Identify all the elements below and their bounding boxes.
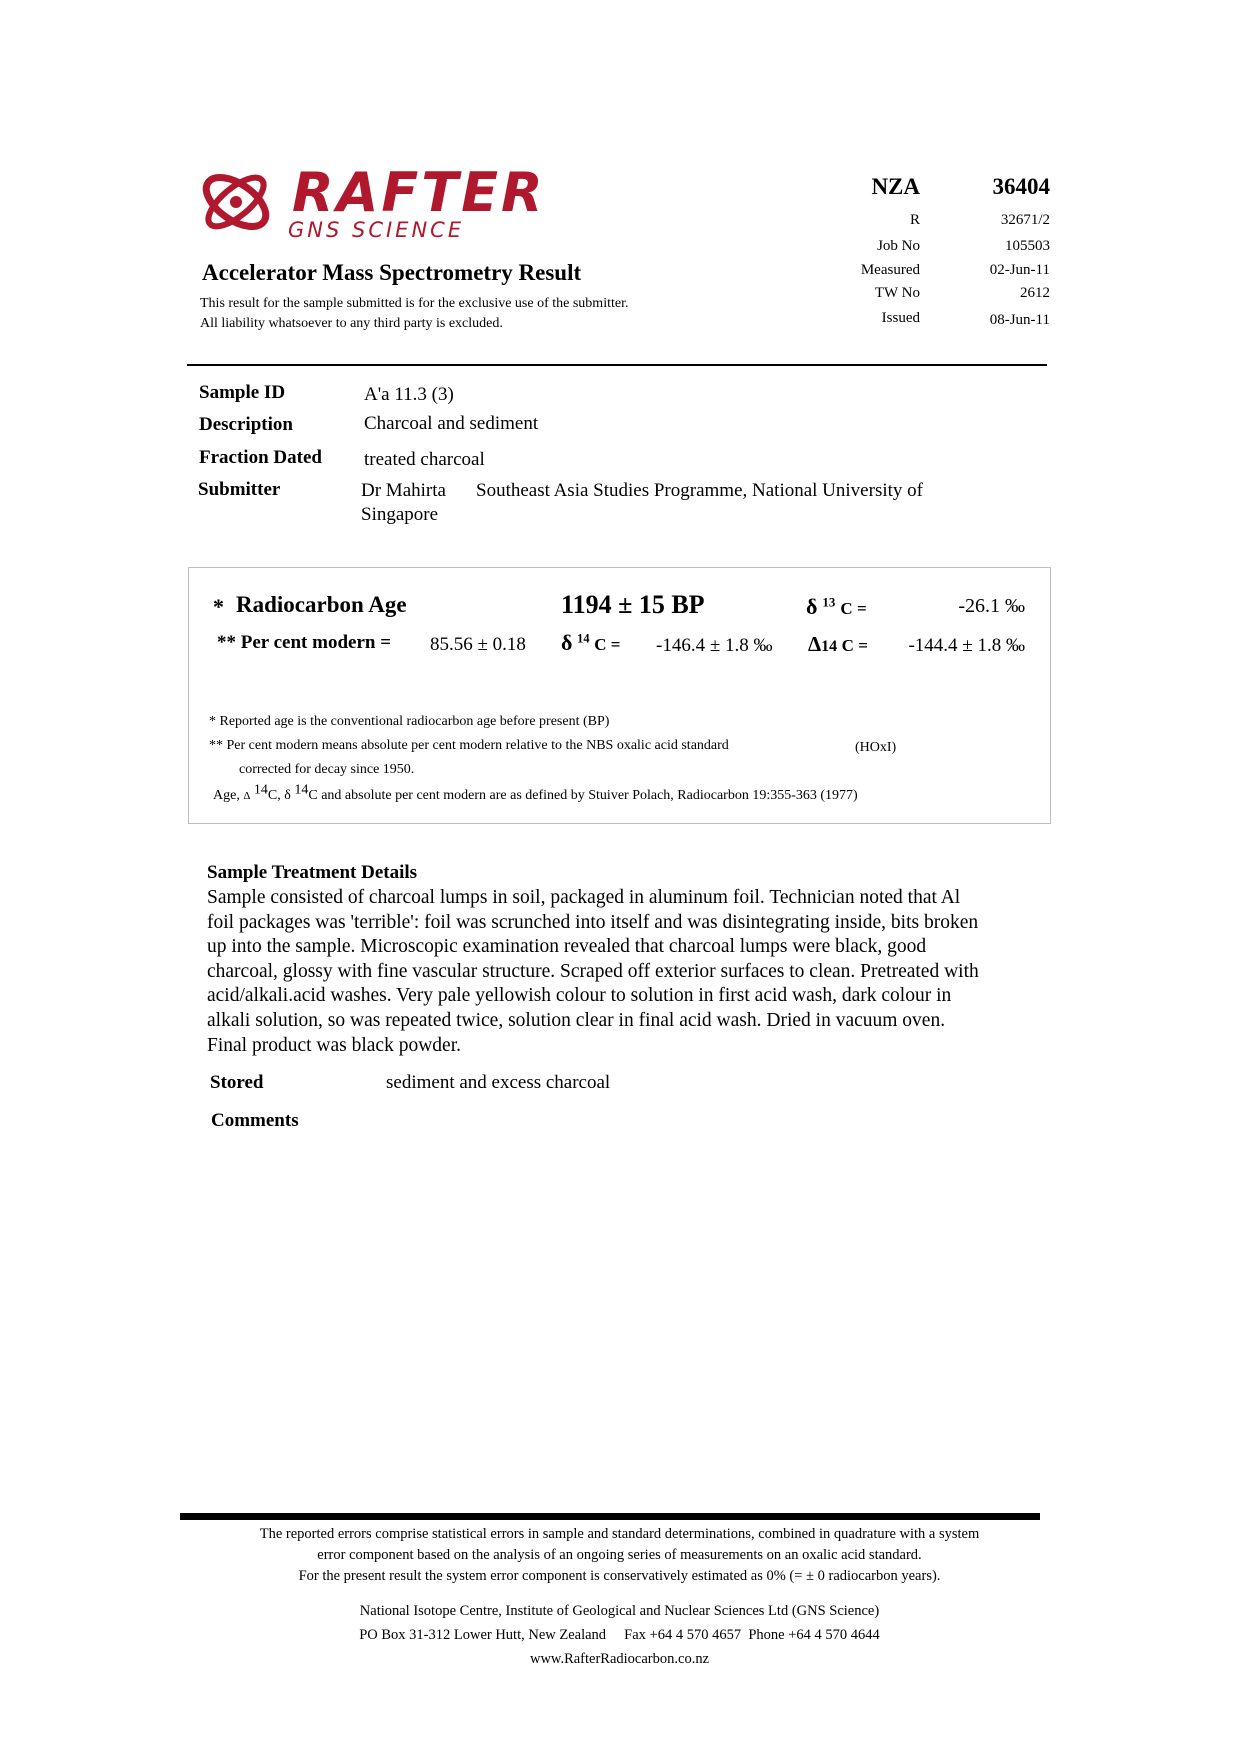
note-4-c: C, — [267, 788, 281, 803]
note-4-rest: C and absolute per cent modern are as defined by Stuiver Polach, Radiocarbon 19:355-363 (1977) — [308, 788, 858, 803]
note-3: corrected for decay since 1950. — [239, 762, 415, 777]
D14c-num: 14 — [821, 638, 838, 655]
stored-label: Stored — [210, 1072, 264, 1093]
submitter-org: Southeast Asia Studies Programme, National University of — [476, 480, 923, 501]
treatment-line: alkali solution, so was repeated twice, solution clear in final acid wash. Dried in vacuum oven. — [207, 1009, 946, 1031]
d14c-sup: 14 — [577, 631, 590, 646]
logo-wordmark: RAFTER — [292, 161, 546, 224]
r-label: R — [909, 212, 920, 228]
treatment-line: foil packages was 'terrible': foil was scrunched into itself and was disintegrating inside, bits broken — [207, 911, 979, 933]
d14c-value: -146.4 ± 1.8 ‰ — [656, 635, 773, 656]
age-value: 1194 ± 15 BP — [561, 590, 705, 619]
delta-icon: δ — [284, 788, 291, 803]
treatment-line: up into the sample. Microscopic examination revealed that charcoal lumps were black, good — [207, 936, 927, 958]
treatment-line: charcoal, glossy with fine vascular structure. Scraped off exterior surfaces to clean. Pretreated with — [207, 960, 979, 982]
pcm-value: 85.56 ± 0.18 — [430, 634, 526, 655]
description-label: Description — [199, 414, 293, 435]
logo-subtitle: GNS SCIENCE — [288, 218, 465, 242]
tw-value: 2612 — [1020, 285, 1050, 301]
nza-label: NZA — [871, 174, 920, 199]
footer-line-1: The reported errors comprise statistical errors in sample and standard determinations, combined in quadrature with a system — [259, 1526, 980, 1542]
note-1: * Reported age is the conventional radiocarbon age before present (BP) — [209, 714, 610, 729]
fraction-value: treated charcoal — [364, 449, 485, 470]
delta-icon: δ — [561, 630, 573, 655]
description-value: Charcoal and sediment — [364, 413, 539, 434]
submitter-label: Submitter — [198, 479, 281, 500]
footer-address-1: National Isotope Centre, Institute of Geological and Nuclear Sciences Ltd (GNS Science) — [359, 1603, 880, 1619]
footer-line-2: error component based on the analysis of an ongoing series of measurements on an oxalic acid standard. — [317, 1547, 922, 1563]
footer-divider — [180, 1513, 1040, 1520]
r-value: 32671/2 — [1000, 212, 1050, 228]
d14c-label: C = — [594, 635, 621, 654]
treatment-line: acid/alkali.acid washes. Very pale yellowish colour to solution in first acid wash, dark colour in — [207, 985, 952, 1007]
submitter-name: Dr Mahirta — [361, 480, 446, 501]
tw-label: TW No — [874, 285, 920, 301]
issued-value: 08-Jun-11 — [989, 312, 1050, 328]
issued-label: Issued — [881, 310, 920, 326]
note-4-prefix: Age, — [213, 788, 240, 803]
page-title: Accelerator Mass Spectrometry Result — [202, 260, 582, 285]
job-value: 105503 — [1005, 238, 1050, 254]
nza-value: 36404 — [992, 174, 1050, 199]
pcm-label: ** Per cent modern = — [217, 632, 392, 653]
measured-label: Measured — [860, 262, 920, 278]
age-label: Radiocarbon Age — [236, 592, 407, 617]
d13c-value: -26.1 ‰ — [958, 595, 1025, 617]
d13c-group — [806, 594, 867, 620]
treatment-line: Final product was black powder. — [207, 1034, 461, 1056]
d14c-group — [561, 630, 620, 656]
header-divider — [187, 364, 1047, 366]
measured-value: 02-Jun-11 — [989, 262, 1050, 278]
submitter-org-cont: Singapore — [361, 504, 439, 525]
capital-delta-icon: Δ — [808, 632, 822, 656]
D14c-group — [808, 632, 868, 657]
comments-label: Comments — [211, 1110, 299, 1131]
job-label: Job No — [877, 238, 920, 254]
footer-website[interactable]: www.RafterRadiocarbon.co.nz — [529, 1651, 710, 1667]
delta-icon: Δ — [243, 790, 251, 802]
D14c-label: C = — [841, 636, 868, 655]
disclaimer-line-1: This result for the sample submitted is for the exclusive use of the submitter. — [200, 296, 629, 311]
treatment-heading: Sample Treatment Details — [207, 862, 418, 883]
sample-id-label: Sample ID — [199, 382, 286, 403]
sample-id-value: A'a 11.3 (3) — [364, 384, 454, 405]
disclaimer-line-2: All liability whatsoever to any third party is excluded. — [200, 316, 503, 331]
stored-value: sediment and excess charcoal — [386, 1072, 611, 1093]
treatment-line: Sample consisted of charcoal lumps in soil, packaged in aluminum foil. Technician noted that Al — [207, 887, 961, 908]
fraction-label: Fraction Dated — [199, 447, 322, 468]
d13c-sup: 13 — [822, 594, 836, 610]
note-2: ** Per cent modern means absolute per cent modern relative to the NBS oxalic acid standard — [209, 738, 729, 753]
logo — [196, 160, 616, 250]
note-4-sup: 14 — [253, 782, 268, 798]
footer-address-2: PO Box 31-312 Lower Hutt, New Zealand Fax +64 4 570 4657 Phone +64 4 570 4644 — [359, 1627, 880, 1643]
delta-icon: δ — [806, 594, 818, 619]
footer-line-3: For the present result the system error component is conservatively estimated as 0% (= ± 0 radiocarbon years). — [298, 1568, 941, 1584]
note-2b: (HOxI) — [855, 740, 897, 755]
result-box — [188, 567, 1051, 824]
note-4-sup2: 14 — [294, 782, 309, 798]
note-4 — [213, 782, 858, 804]
age-star: * — [213, 594, 224, 619]
treatment-body — [207, 886, 1057, 1058]
d13c-label: C = — [840, 599, 867, 618]
D14c-value: -144.4 ± 1.8 ‰ — [908, 635, 1025, 656]
rafter-logo-icon — [196, 162, 276, 242]
